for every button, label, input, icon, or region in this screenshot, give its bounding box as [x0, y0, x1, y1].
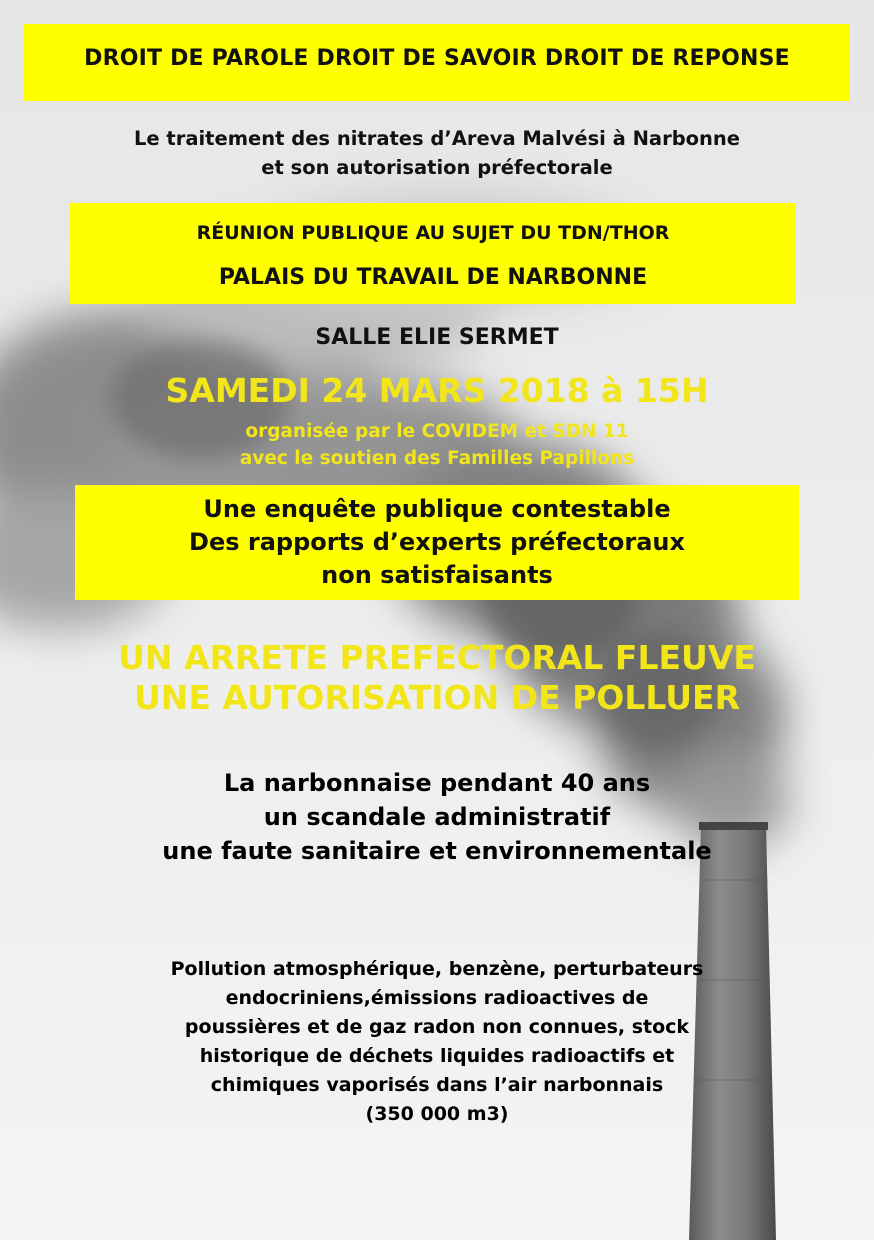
- critique-line-1: Une enquête publique contestable: [203, 495, 671, 523]
- narbonnaise-line-1: La narbonnaise pendant 40 ans: [223, 769, 651, 797]
- header-banner: [24, 24, 850, 101]
- header-banner-text: DROIT DE PAROLE DROIT DE SAVOIR DROIT DE REPONSE: [84, 46, 790, 71]
- meeting-date: SAMEDI 24 MARS 2018 à 15H: [165, 371, 709, 410]
- pollution-line-4: historique de déchets liquides radioactifs et: [199, 1045, 675, 1067]
- arrete-line-2: UNE AUTORISATION DE POLLUER: [133, 678, 740, 717]
- pollution-line-1: Pollution atmosphérique, benzène, perturbateurs: [170, 958, 704, 980]
- arrete-line-1: UN ARRETE PREFECTORAL FLEUVE: [118, 638, 756, 677]
- narbonnaise-line-2: un scandale administratif: [263, 803, 611, 831]
- pollution-line-6: (350 000 m3): [365, 1103, 509, 1125]
- organizers-line-1: organisée par le COVIDEM et SDN 11: [245, 421, 629, 442]
- pollution-line-3: poussières et de gaz radon non connues, stock: [184, 1016, 690, 1038]
- pollution-line-2: endocriniens,émissions radioactives de: [225, 987, 649, 1009]
- meeting-banner: [70, 203, 796, 304]
- meeting-venue: PALAIS DU TRAVAIL DE NARBONNE: [218, 265, 648, 290]
- subtitle-line-2: et son autorisation préfectorale: [261, 156, 613, 179]
- meeting-heading: RÉUNION PUBLIQUE AU SUJET DU TDN/THOR: [196, 222, 670, 244]
- narbonnaise-line-3: une faute sanitaire et environnementale: [162, 837, 712, 865]
- critique-line-2: Des rapports d’experts préfectoraux: [189, 528, 685, 556]
- critique-banner: [75, 485, 799, 600]
- subtitle-line-1: Le traitement des nitrates d’Areva Malvési à Narbonne: [133, 127, 741, 150]
- subtitle: [0, 124, 874, 182]
- organizers-line-2: avec le soutien des Familles Papillons: [239, 448, 635, 469]
- organizers: [0, 418, 874, 472]
- meeting-room: SALLE ELIE SERMET: [315, 325, 559, 350]
- pollution-line-5: chimiques vaporisés dans l’air narbonnais: [210, 1074, 664, 1096]
- pollution-paragraph: [0, 955, 874, 1129]
- critique-line-3: non satisfaisants: [321, 561, 553, 589]
- narbonnaise-statement: [0, 766, 874, 868]
- arrete-headline: [0, 638, 874, 718]
